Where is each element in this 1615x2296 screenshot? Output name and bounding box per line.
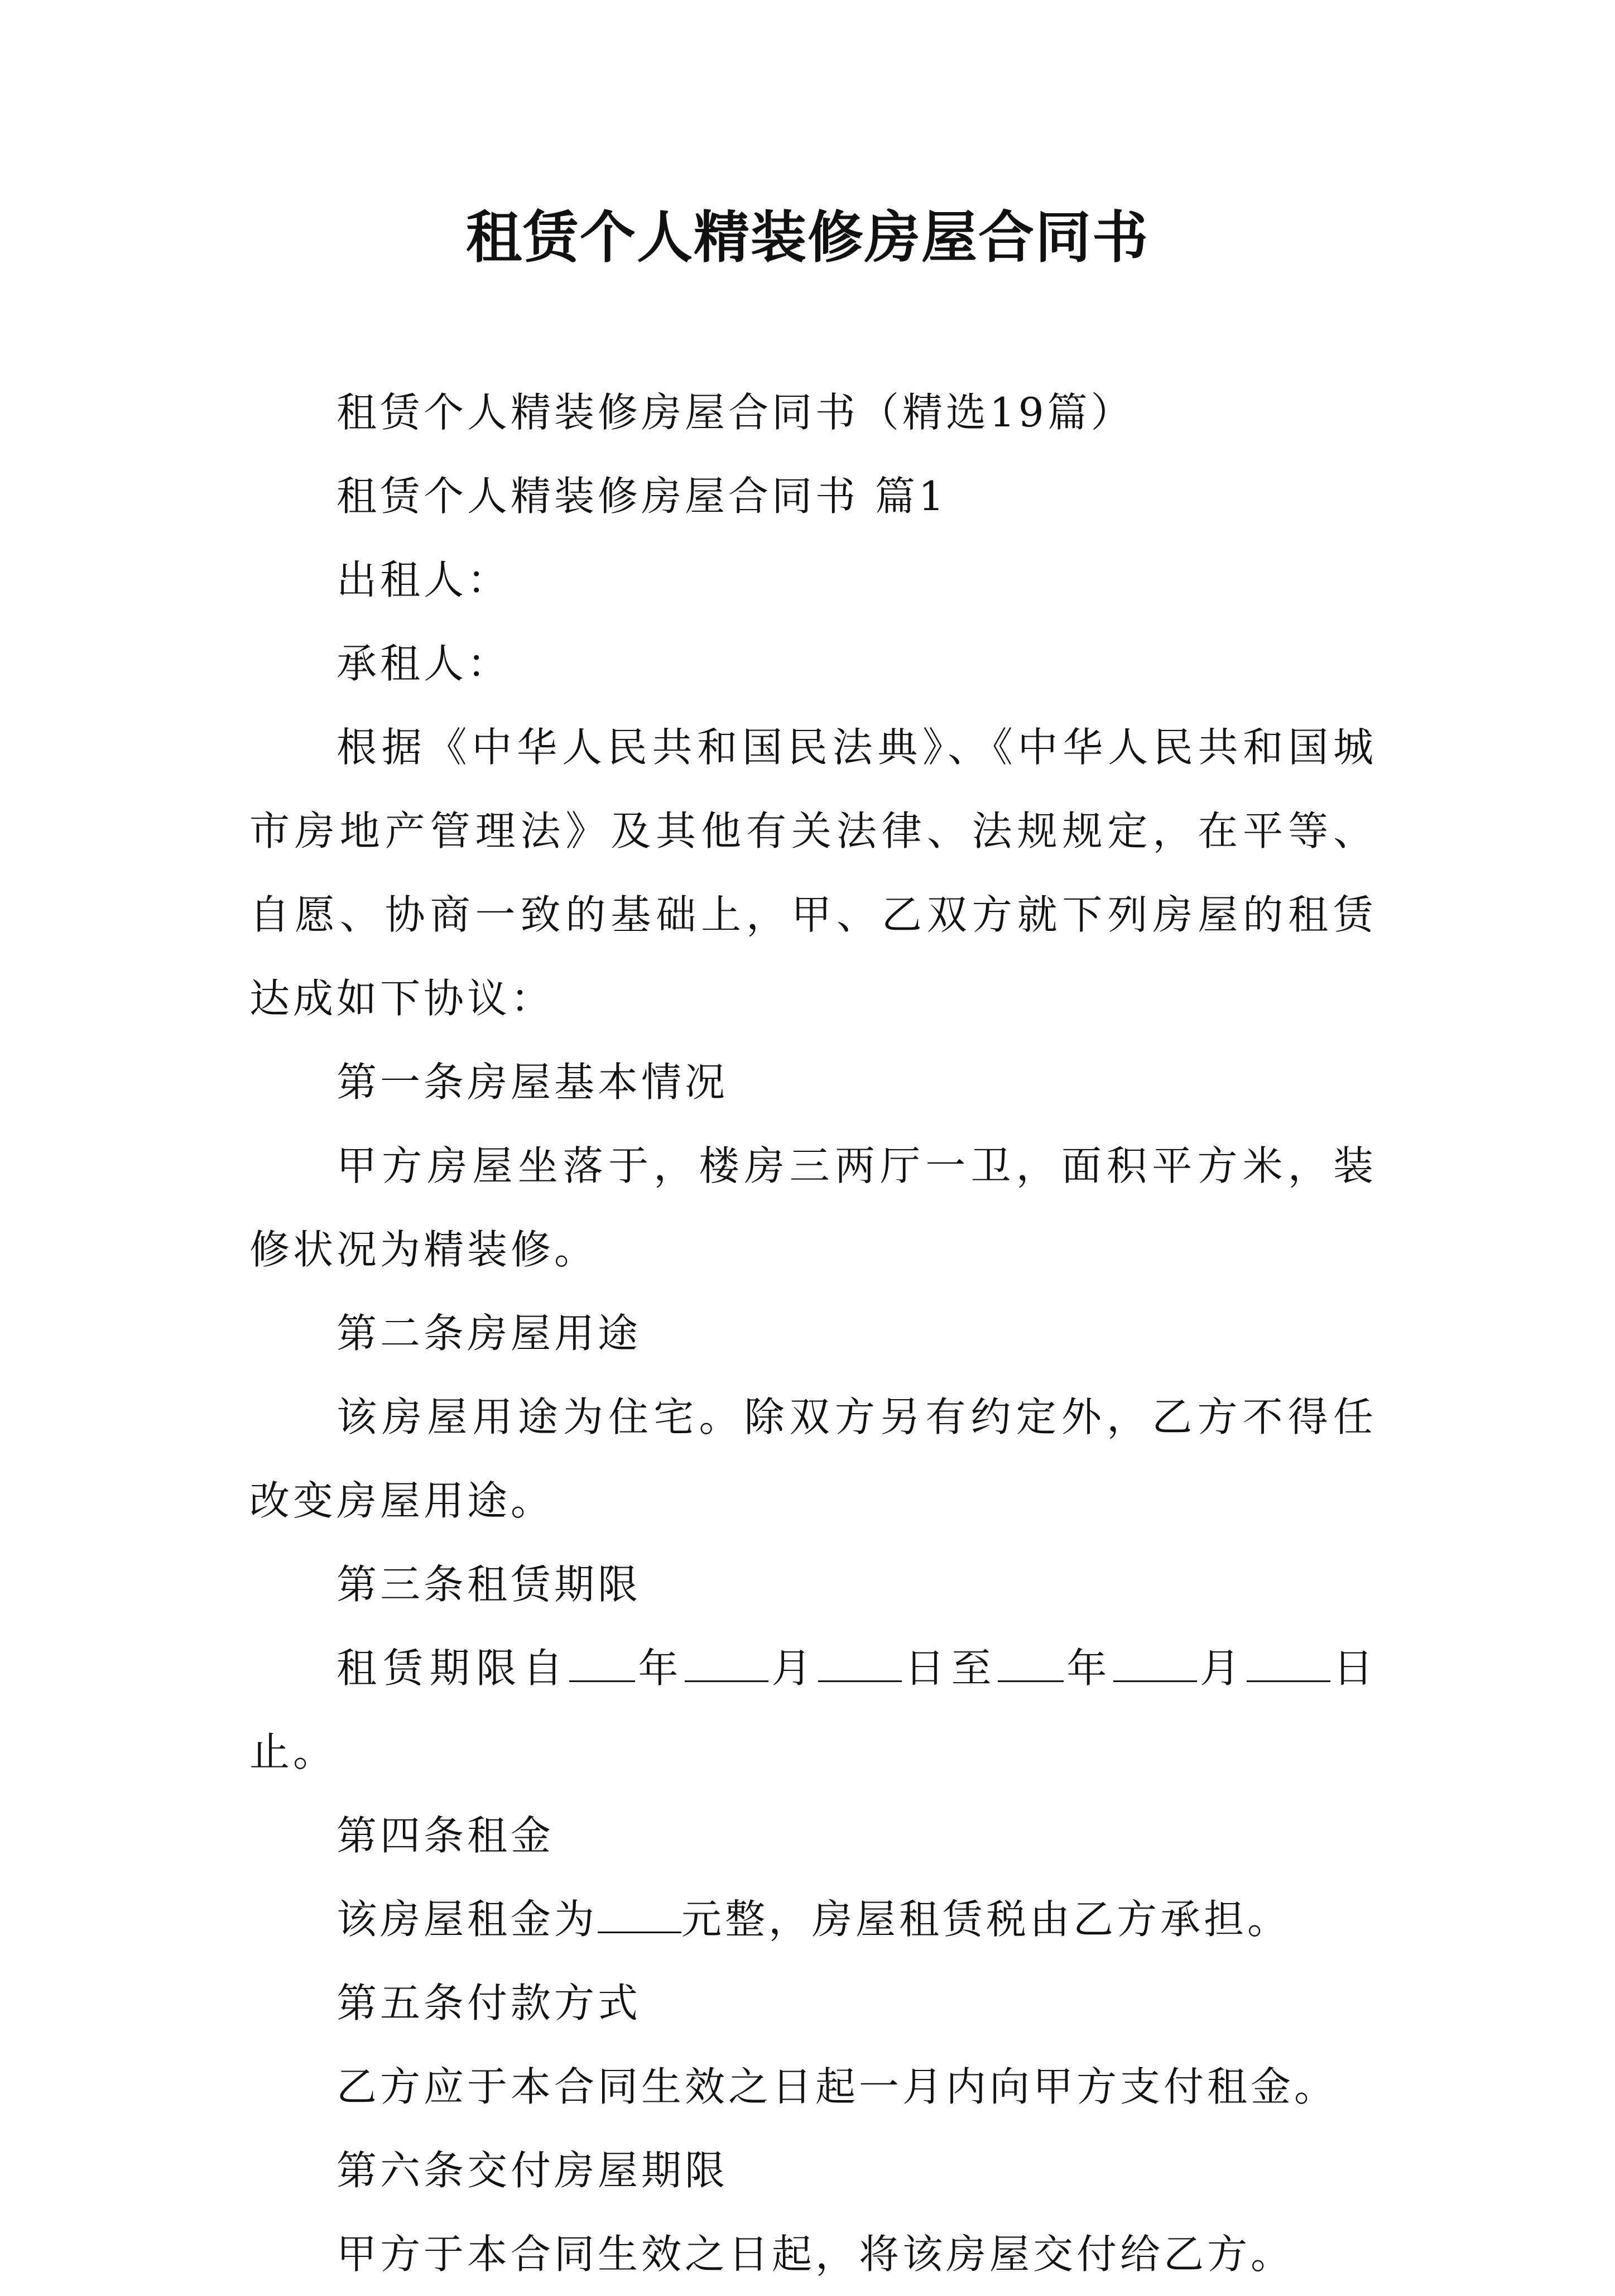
- start-day-blank: [818, 1647, 902, 1682]
- year-label: 年: [635, 1645, 685, 1692]
- lease-term-prefix: 租赁期限自: [337, 1645, 570, 1692]
- article4-heading: 第四条租金: [337, 1812, 555, 1859]
- article6-heading: 第六条交付房屋期限: [337, 2147, 729, 2194]
- article3-heading: 第三条租赁期限: [337, 1561, 642, 1608]
- end-year-blank: [998, 1647, 1064, 1682]
- month-label: 月: [1196, 1645, 1247, 1692]
- end-day-blank: [1247, 1647, 1330, 1682]
- month-label: 月: [768, 1645, 818, 1692]
- section-heading: 租赁个人精装修房屋合同书 篇1: [337, 473, 948, 520]
- article3-text: [249, 1626, 1377, 1794]
- article1-heading: 第一条房屋基本情况: [337, 1059, 729, 1106]
- day-to-label: 日至: [901, 1645, 998, 1692]
- lessee-label: 承租人：: [337, 640, 511, 687]
- article4-text: [249, 1877, 1377, 1961]
- start-month-blank: [685, 1647, 768, 1682]
- rent-amount-blank: [598, 1898, 681, 1933]
- year-label: 年: [1063, 1645, 1113, 1692]
- article2-heading: 第二条房屋用途: [337, 1310, 642, 1357]
- document-body: [249, 371, 1377, 2296]
- article2-text: 该房屋用途为住宅。除双方另有约定外，乙方不得任改变房屋用途。: [249, 1394, 1377, 1524]
- article5-heading: 第五条付款方式: [337, 1980, 642, 2026]
- article1-text: 甲方房屋坐落于，楼房三两厅一卫，面积平方米，装修状况为精装修。: [249, 1142, 1377, 1273]
- subtitle: 租赁个人精装修房屋合同书（精选19篇）: [337, 389, 1135, 436]
- article5-text: 乙方应于本合同生效之日起一月内向甲方支付租金。: [337, 2063, 1338, 2110]
- lessor-label: 出租人：: [337, 556, 511, 603]
- end-month-blank: [1113, 1647, 1197, 1682]
- preamble-paragraph: 根据《中华人民共和国民法典》、《中华人民共和国城市房地产管理法》及其他有关法律、法规规定，在平等、自愿、协商一致的基础上，甲、乙双方就下列房屋的租赁达成如下协议：: [249, 724, 1377, 1022]
- rent-prefix: 该房屋租金为: [337, 1896, 598, 1943]
- start-year-blank: [569, 1647, 635, 1682]
- document-title: 租赁个人精装修房屋合同书: [466, 204, 1149, 270]
- article6-text: 甲方于本合同生效之日起，将该房屋交付给乙方。: [337, 2231, 1295, 2278]
- day-end-label: 日止。: [249, 1645, 1377, 1775]
- rent-suffix: 元整，房屋租赁税由乙方承担。: [681, 1896, 1291, 1943]
